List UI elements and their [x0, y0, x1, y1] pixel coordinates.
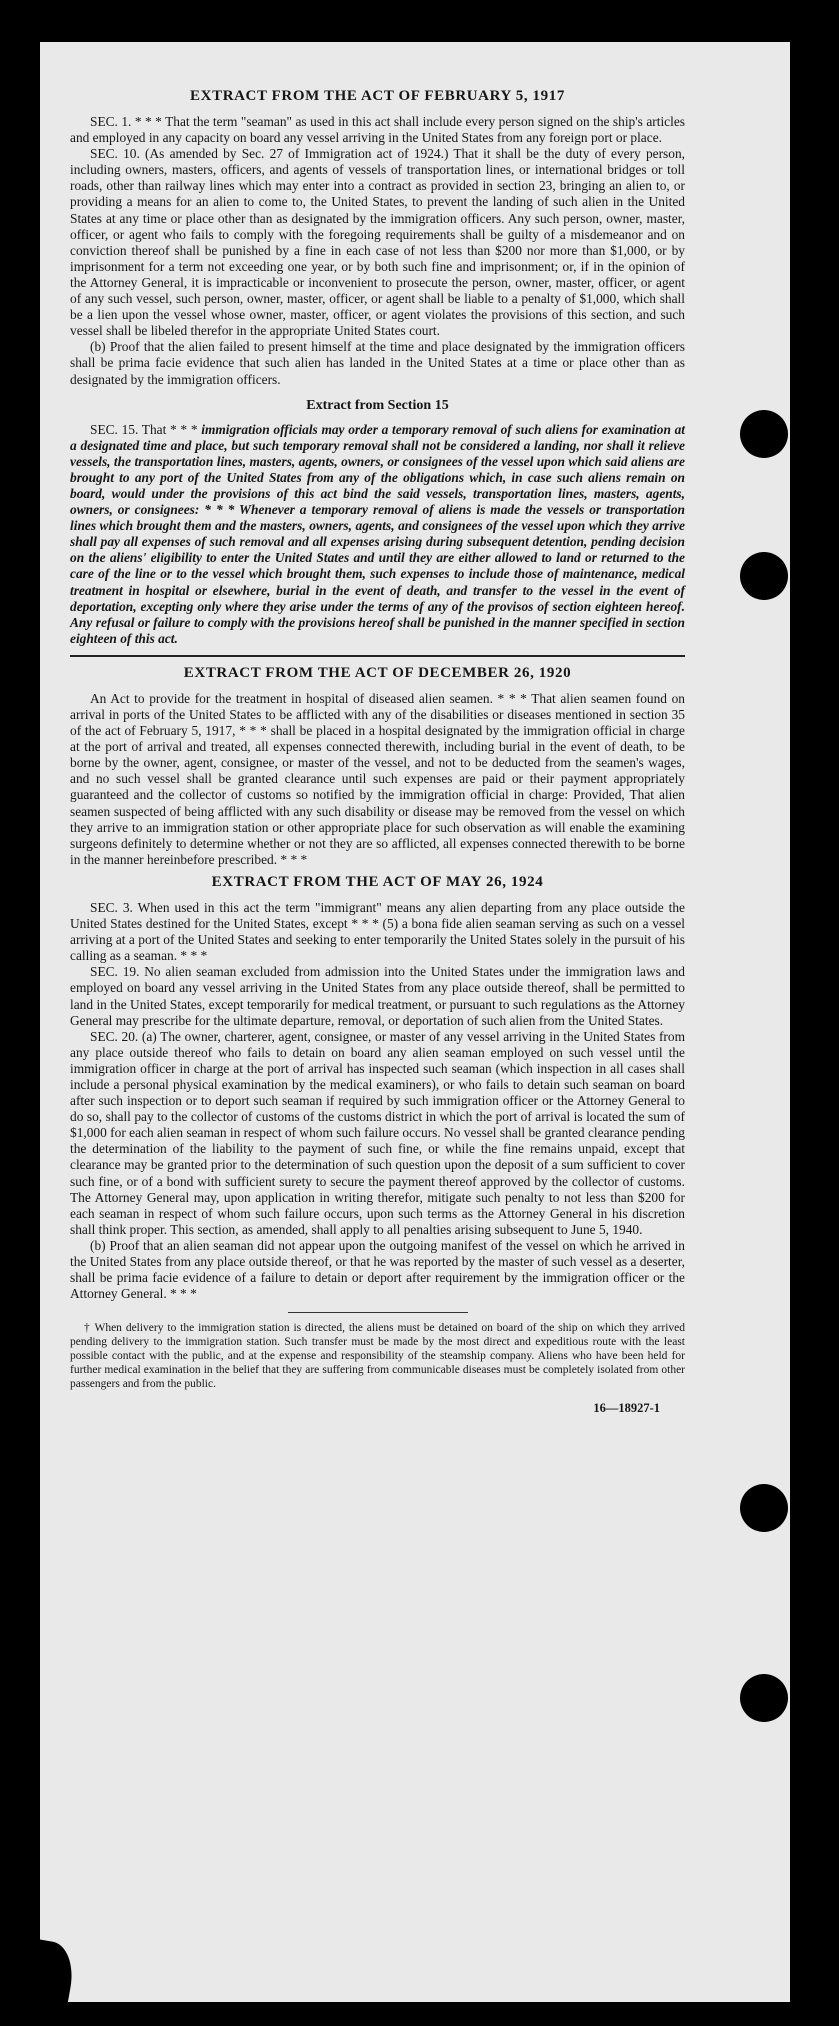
- torn-corner: [40, 1939, 78, 2002]
- heading-section-15: Extract from Section 15: [306, 397, 449, 413]
- heading-act-1917: EXTRACT FROM THE ACT OF FEBRUARY 5, 1917: [190, 88, 565, 104]
- sec-1-paragraph: SEC. 1. * * * That the term "seaman" as used in this act shall include every person signed on the ship's articles and employed in any capacity on board any vessel arriving in the United States from any foreign port or place.: [70, 114, 685, 146]
- sec-3-paragraph: SEC. 3. When used in this act the term "immigrant" means any alien departing from any place outside the United States destined for the United States, except * * * (5) a bona fide alien seaman serving as such on a vessel arriving at a port of the United States and seeking to enter temporarily the United States solely in the pursuit of his calling as a seaman. * * *: [70, 899, 685, 964]
- act-1920-paragraph: An Act to provide for the treatment in hospital of diseased alien seamen. * * * That alien seamen found on arrival in ports of the United States to be afflicted with any of the disabilities or diseases mentioned in section 35 of the act of February 5, 1917, * * * shall be placed in a hospital designated by the immigration official in charge at the port of arrival and treated, all expenses connected therewith, including burial in the event of death, to be borne by the owner, agent, consignee, or master of the vessel, and not to be deducted from the seamen's wages, and no such vessel shall be granted clearance until such expenses are paid or their payment appropriately guaranteed and the collector of customs so notified by the immigration official in charge: Provided, That alien seamen suspected of being afflicted with any such disability or disease may be removed from the vessel on which they arrive to an immigration station or other appropriate place for such observation as will enable the examining surgeons definitely to determine whether or not they are so afflicted, all expenses connected therewith to be borne in the manner hereinbefore prescribed. * * *: [70, 690, 685, 867]
- form-code: 16—18927-1: [593, 1401, 660, 1416]
- heading-act-1920: EXTRACT FROM THE ACT OF DECEMBER 26, 1920: [183, 664, 572, 681]
- sec-15-lead: SEC. 15. That * * *: [90, 421, 198, 437]
- footnote-divider: [288, 1312, 468, 1313]
- sec-20a-paragraph: SEC. 20. (a) The owner, charterer, agent, consignee, or master of any vessel arriving in the United States from any place outside thereof who fails to detain on board any alien seaman employed on such vessel until the immigration officer in charge at the port of arrival has inspected such seaman (which inspection in all cases shall include a personal physical examination by the medical examiners), or who fails to detain such seaman on board after such inspection or to deport such seaman if required by such immigration officer or the Attorney General to do so, shall pay to the collector of customs of the customs district in which the port of arrival is located the sum of $1,000 for each alien seaman in respect of whom such failure occurs. No vessel shall be granted clearance pending the determination of the liability to the payment of such fine, or while the fine remains unpaid, except that clearance may be granted prior to the determination of such question upon the deposit of a sum sufficient to cover such fine, or of a bond with sufficient surety to secure the payment thereof approved by the collector of customs. The Attorney General may, upon application in writing therefor, mitigate such penalty to not less than $200 for each seaman in respect of whom such failure occurs, upon such terms as the Attorney General in his discretion shall think proper. This section, as amended, shall apply to all penalties arising subsequent to June 5, 1940.: [70, 1028, 685, 1237]
- punch-hole: [740, 1484, 788, 1532]
- sec-15-text: immigration officials may order a temporary removal of such aliens for examination at a designated time and place, but such temporary removal shall not be considered a landing, nor shall it relieve vessels, the transportation lines, masters, agents, owners, or consignees of the vessel upon which said aliens are brought to any port of the United States from any of the obligations which, in case such aliens remain on board, would under the provisions of this act bind the said vessels, transportation lines, masters, agents, owners, or consignees: * * * Whenever a temporary removal of aliens is made the vessels or transportation lines which brought them and the masters, owners, agents, and consignees of the vessel upon which they arrive shall pay all expenses of such removal and all expenses arising during subsequent detention, pending decision on the aliens' eligibility to enter the United States and until they are either allowed to land or returned to the care of the line or to the vessel which brought them, such expenses to include those of maintenance, medical treatment in hospital or elsewhere, burial in the event of death, and transfer to the vessel in the event of deportation, excepting only where they arise under the terms of any of the provisos of section eighteen hereof. Any refusal or failure to comply with the provisions hereof shall be punished in the manner specified in section eighteen of this act.: [70, 421, 685, 646]
- sec-10b-paragraph: (b) Proof that the alien failed to present himself at the time and place designated by the immigration officers shall be prima facie evidence that such alien has landed in the United States at a time or place other than as designated by the immigration officers.: [70, 339, 685, 387]
- punch-hole: [740, 410, 788, 458]
- punch-hole: [740, 1674, 788, 1722]
- sec-19-paragraph: SEC. 19. No alien seaman excluded from admission into the United States under the immigration laws and employed on board any vessel arriving in the United States from any place outside thereof, shall be permitted to land in the United States, except temporarily for medical treatment, or pursuant to such regulations as the Attorney General may prescribe for the ultimate departure, removal, or deportation of such alien from the United States.: [70, 964, 685, 1028]
- punch-hole: [740, 552, 788, 600]
- sec-15-paragraph: [70, 422, 685, 647]
- document-text: [70, 88, 685, 1416]
- footnote: † When delivery to the immigration station is directed, the aliens must be detained on board of the ship on which they arrived pending delivery to the immigration station. Such transfer must be made by the most direct and expeditious route with the least possible contact with the public, and at the expense and responsibility of the steamship company. Aliens who have been held for further medical examination in the belief that they are suffering from communicable diseases must be completely isolated from other passengers and from the public.: [70, 1322, 685, 1391]
- heading-act-1924: EXTRACT FROM THE ACT OF MAY 26, 1924: [211, 873, 544, 890]
- divider: [70, 655, 685, 657]
- sec-20b-paragraph: (b) Proof that an alien seaman did not appear upon the outgoing manifest of the vessel on which he arrived in the United States from any place outside thereof, or that he was reported by the master of such vessel as a deserter, shall be prima facie evidence of a failure to detain or deport after requirement by the immigration officer or the Attorney General. * * *: [70, 1237, 685, 1302]
- sec-10-paragraph: SEC. 10. (As amended by Sec. 27 of Immigration act of 1924.) That it shall be the duty of every person, including owners, masters, officers, and agents of vessels of transportation lines, or international bridges or toll roads, other than railway lines which may enter into a contract as provided in section 23, bringing an alien to, or providing a means for an alien to come to, the United States, to prevent the landing of such alien in the United States at any time or place other than as designated by the immigration officers. Any such person, owner, master, officer, or agent who fails to comply with the foregoing requirements shall be guilty of a misdemeanor and on conviction thereof shall be punished by a fine in each case of not less than $200 nor more than $1,000, or by imprisonment for a term not exceeding one year, or by both such fine and imprisonment; or, if in the opinion of the Attorney General, it is impracticable or inconvenient to prosecute the person, owner, master, officer, or agent of any such vessel, such person, owner, master, officer, or agent shall be liable to a penalty of $1,000, which shall be a lien upon the vessel whose owner, master, officer, or agent violates the provisions of this section, and such vessel shall be libeled therefor in the appropriate United States court.: [70, 146, 685, 339]
